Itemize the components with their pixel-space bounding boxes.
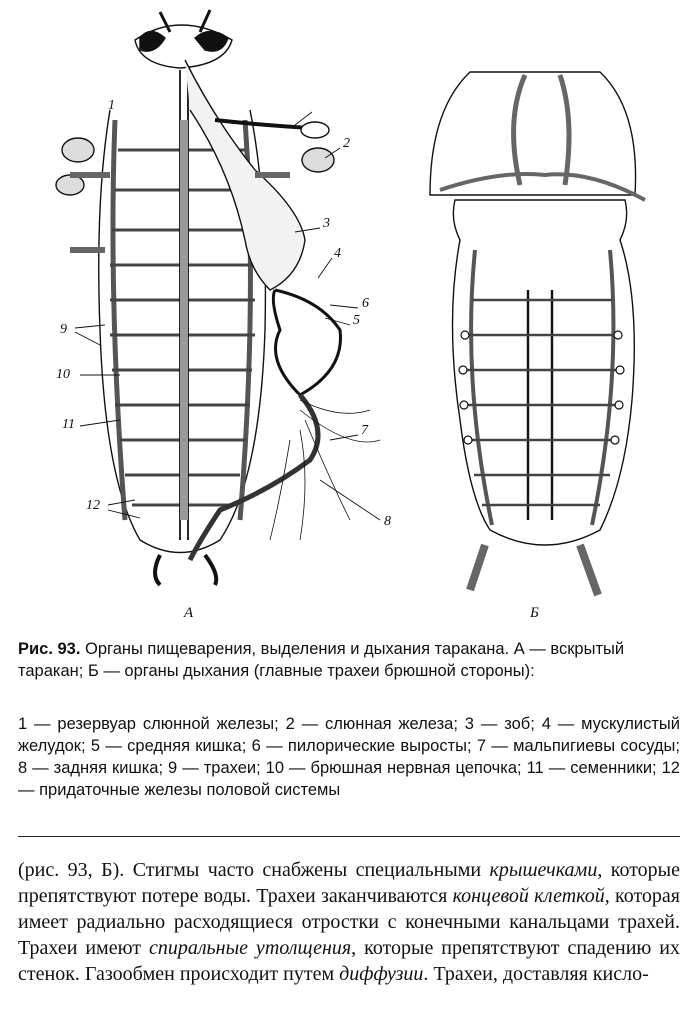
term-end-cell: концевой клеткой	[452, 885, 605, 907]
body-text-1: (рис. 93, Б). Стигмы часто снабжены специальными	[18, 859, 490, 881]
callout-2: 2	[343, 136, 350, 151]
callout-5: 5	[353, 313, 360, 328]
body-paragraph	[18, 857, 680, 987]
figure-b-label: Б	[530, 605, 539, 621]
figure-a-body	[56, 10, 380, 585]
callout-9: 9	[60, 322, 67, 337]
figure-b-body	[430, 72, 645, 595]
callout-6: 6	[362, 296, 369, 311]
body-text-3: , которая имеет радиально расходящиеся отростки с конечными канальцами трахей. Трахеи имеют	[18, 885, 681, 959]
body-text-2: , которые препятствуют потере воды. Трахеи заканчиваются	[18, 859, 680, 907]
callout-3: 3	[323, 216, 330, 231]
body-text-5: . Трахеи, доставляя кисло-	[423, 963, 649, 985]
figure-legend: 1 — резервуар слюнной железы; 2 — слюнная железа; 3 — зоб; 4 — мускулистый желудок; 5 — средняя кишка; 6 — пилорические выросты; 7 — мальпигиевы сосуды; 8 — задняя кишка; 9 — трахеи; 10 — брюшная нервная цепочка; 11 — семенники; 12 — придаточные железы половой системы	[18, 715, 680, 799]
term-lids: крышечками	[489, 859, 598, 881]
callout-1: 1	[108, 98, 115, 113]
figure-number: Рис. 93.	[18, 640, 81, 658]
callout-10: 10	[56, 367, 70, 382]
caption-text: Органы пищеварения, выделения и дыхания таракана. А — вскрытый таракан; Б — органы дыхания (главные трахеи брюшной стороны):	[18, 640, 625, 680]
term-spiral-thickenings: спиральные утолщения	[148, 937, 352, 959]
callout-4: 4	[334, 246, 341, 261]
term-diffusion: диффузии	[339, 963, 424, 985]
callout-11: 11	[62, 417, 75, 432]
callout-7: 7	[361, 423, 368, 438]
callout-8: 8	[384, 514, 391, 529]
body-text-4: , которые препятствуют спадению их стенок. Газообмен происходит путем	[18, 937, 680, 985]
divider	[18, 836, 680, 837]
figure-a-label: А	[184, 605, 194, 621]
figure-caption	[18, 638, 680, 682]
callout-12: 12	[86, 498, 100, 513]
